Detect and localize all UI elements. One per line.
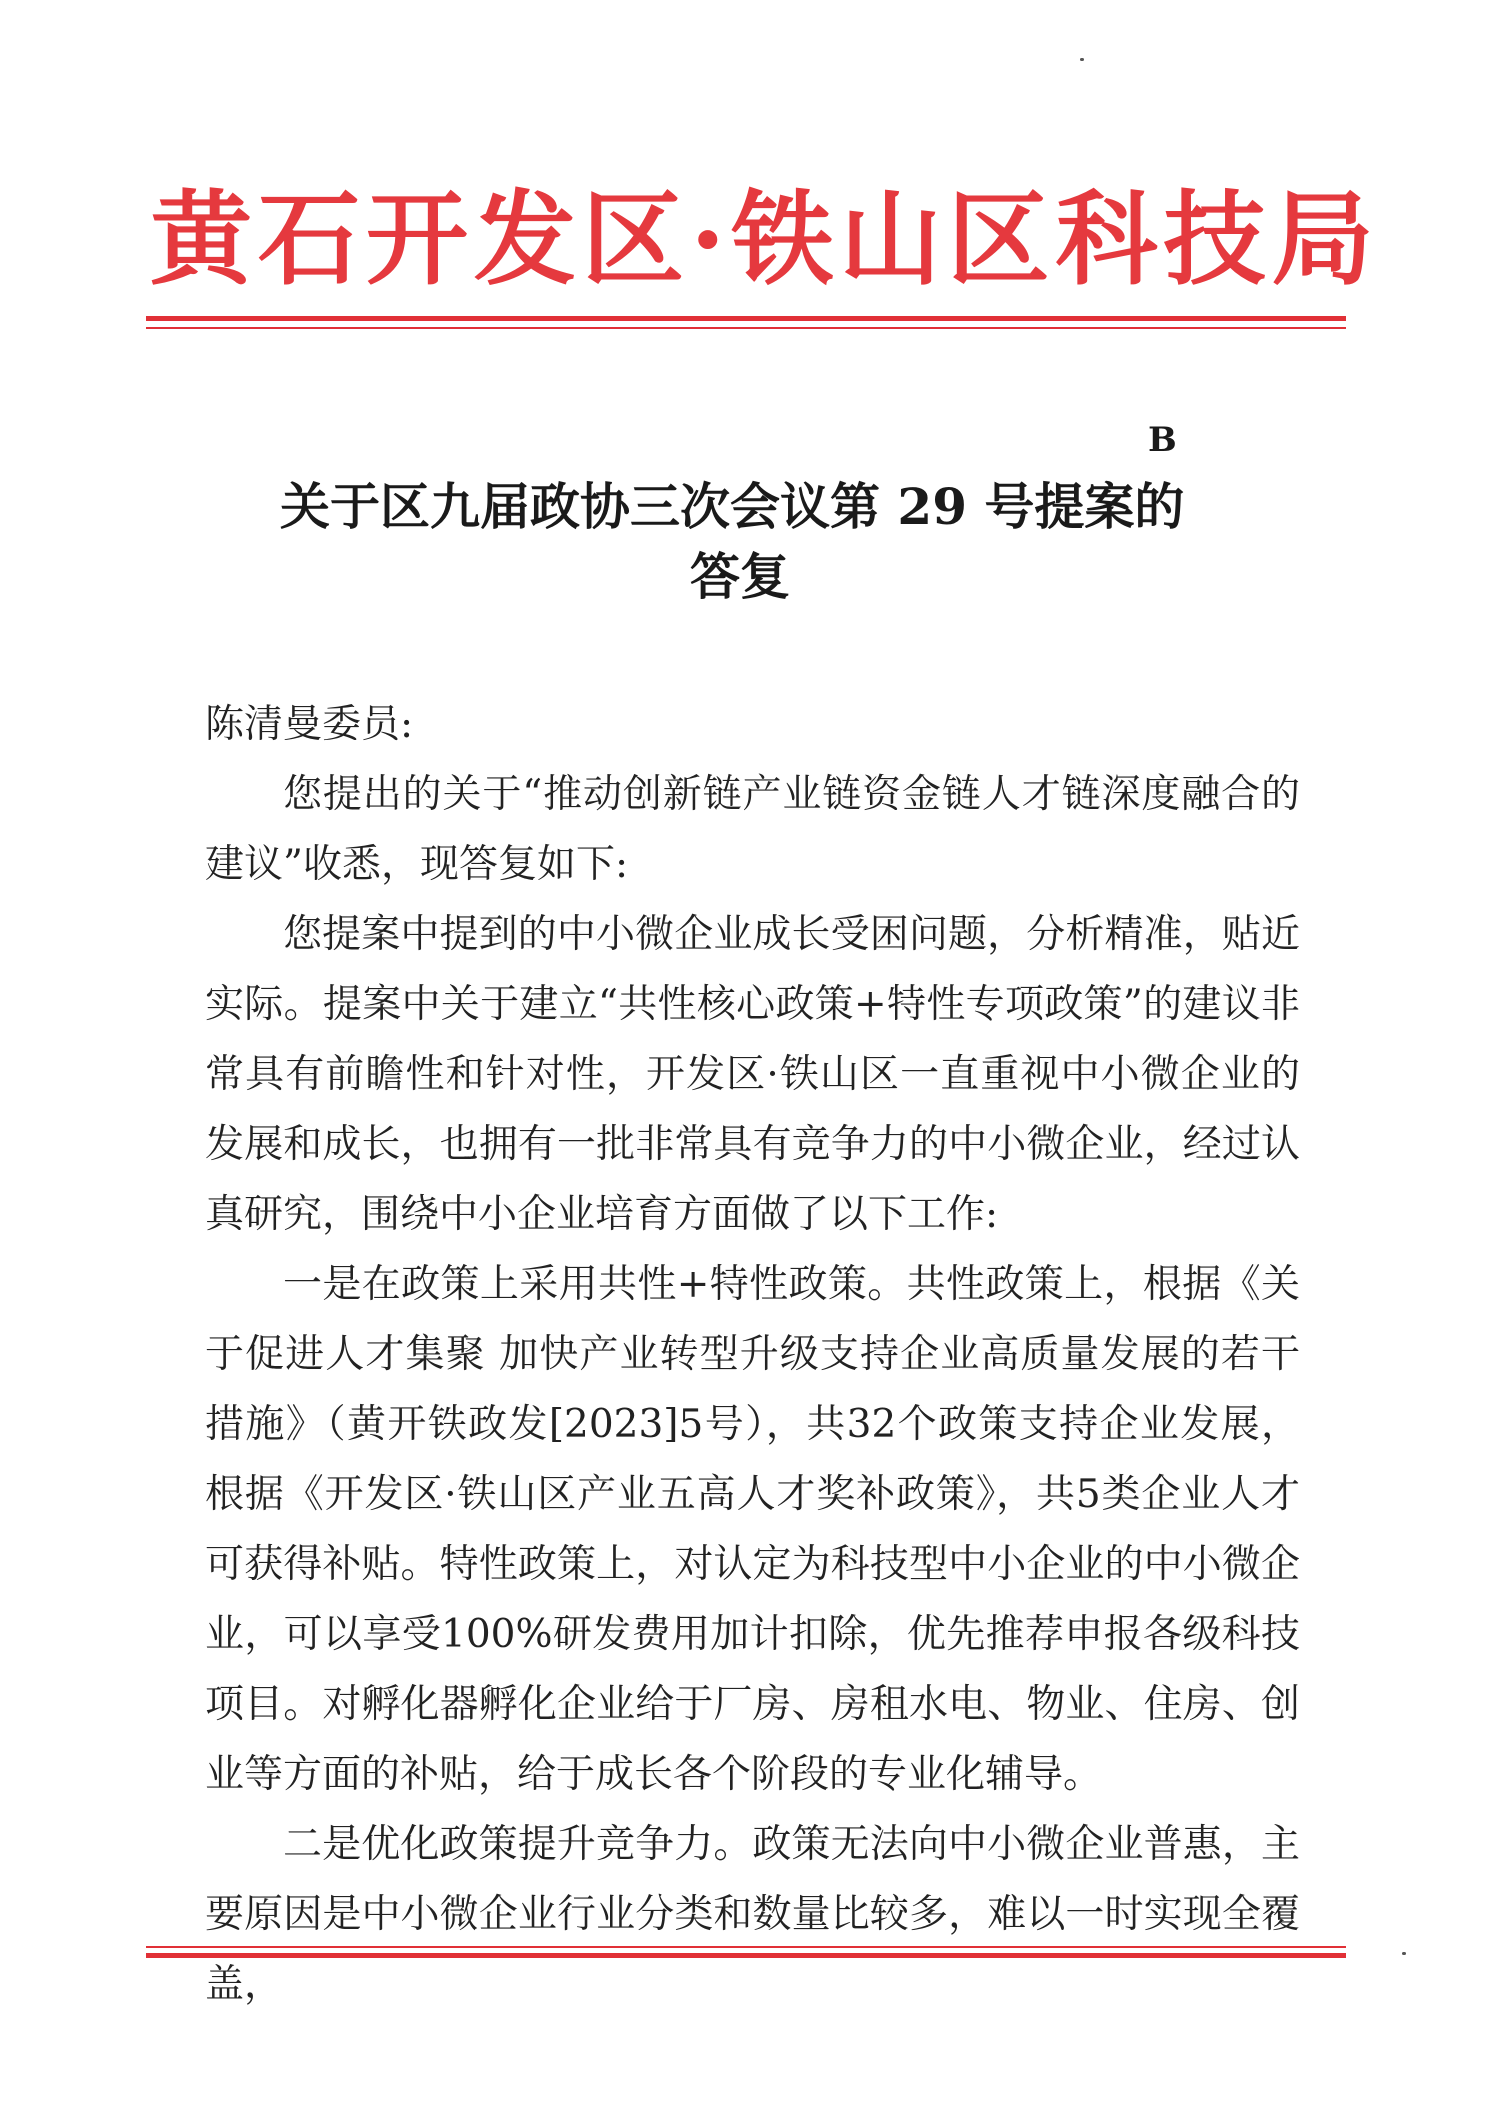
letterhead-title: 黄石开发区·铁山区科技局 bbox=[150, 180, 1380, 300]
scan-speck bbox=[1080, 58, 1084, 61]
scan-speck bbox=[1402, 1952, 1406, 1955]
document-mark: B bbox=[1148, 420, 1177, 460]
paragraph: 您提案中提到的中小微企业成长受困问题，分析精准，贴近实际。提案中关于建立“共性核心政策+特性专项政策”的建议非常具有前瞻性和针对性，开发区·铁山区一直重视中小微企业的发展和成长，也拥有一批非常具有竞争力的中小微企业，经过认真研究，围绕中小企业培育方面做了以下工作: bbox=[205, 912, 1300, 1237]
document-title-line-1: 关于区九届政协三次会议第 29 号提案的 bbox=[280, 477, 1185, 536]
document-title bbox=[220, 472, 1260, 612]
document-body bbox=[205, 690, 1300, 2020]
paragraph: 二是优化政策提升竞争力。政策无法向中小微企业普惠，主要原因是中小微企业行业分类和数量比较多，难以一时实现全覆盖， bbox=[205, 1822, 1300, 2007]
footer-rule-thin bbox=[146, 1946, 1346, 1948]
document-title-line-2: 答复 bbox=[690, 547, 790, 606]
footer-rule-thick bbox=[146, 1953, 1346, 1958]
paragraph: 您提出的关于“推动创新链产业链资金链人才链深度融合的建议”收悉，现答复如下: bbox=[205, 772, 1300, 887]
letterhead-rule-thick bbox=[146, 316, 1346, 321]
salutation: 陈清曼委员: bbox=[205, 702, 414, 747]
paragraph: 一是在政策上采用共性+特性政策。共性政策上，根据《关于促进人才集聚 加快产业转型升级支持企业高质量发展的若干措施》（黄开铁政发[2023]5号），共32个政策支持企业发展，根据《开发区·铁山区产业五高人才奖补政策》，共5类企业人才可获得补贴。特性政策上，对认定为科技型中小企业的中小微企业，可以享受100%研发费用加计扣除，优先推荐申报各级科技项目。对孵化器孵化企业给于厂房、房租水电、物业、住房、创业等方面的补贴，给于成长各个阶段的专业化辅导。 bbox=[205, 1262, 1300, 1797]
letterhead-rule-thin bbox=[146, 327, 1346, 329]
